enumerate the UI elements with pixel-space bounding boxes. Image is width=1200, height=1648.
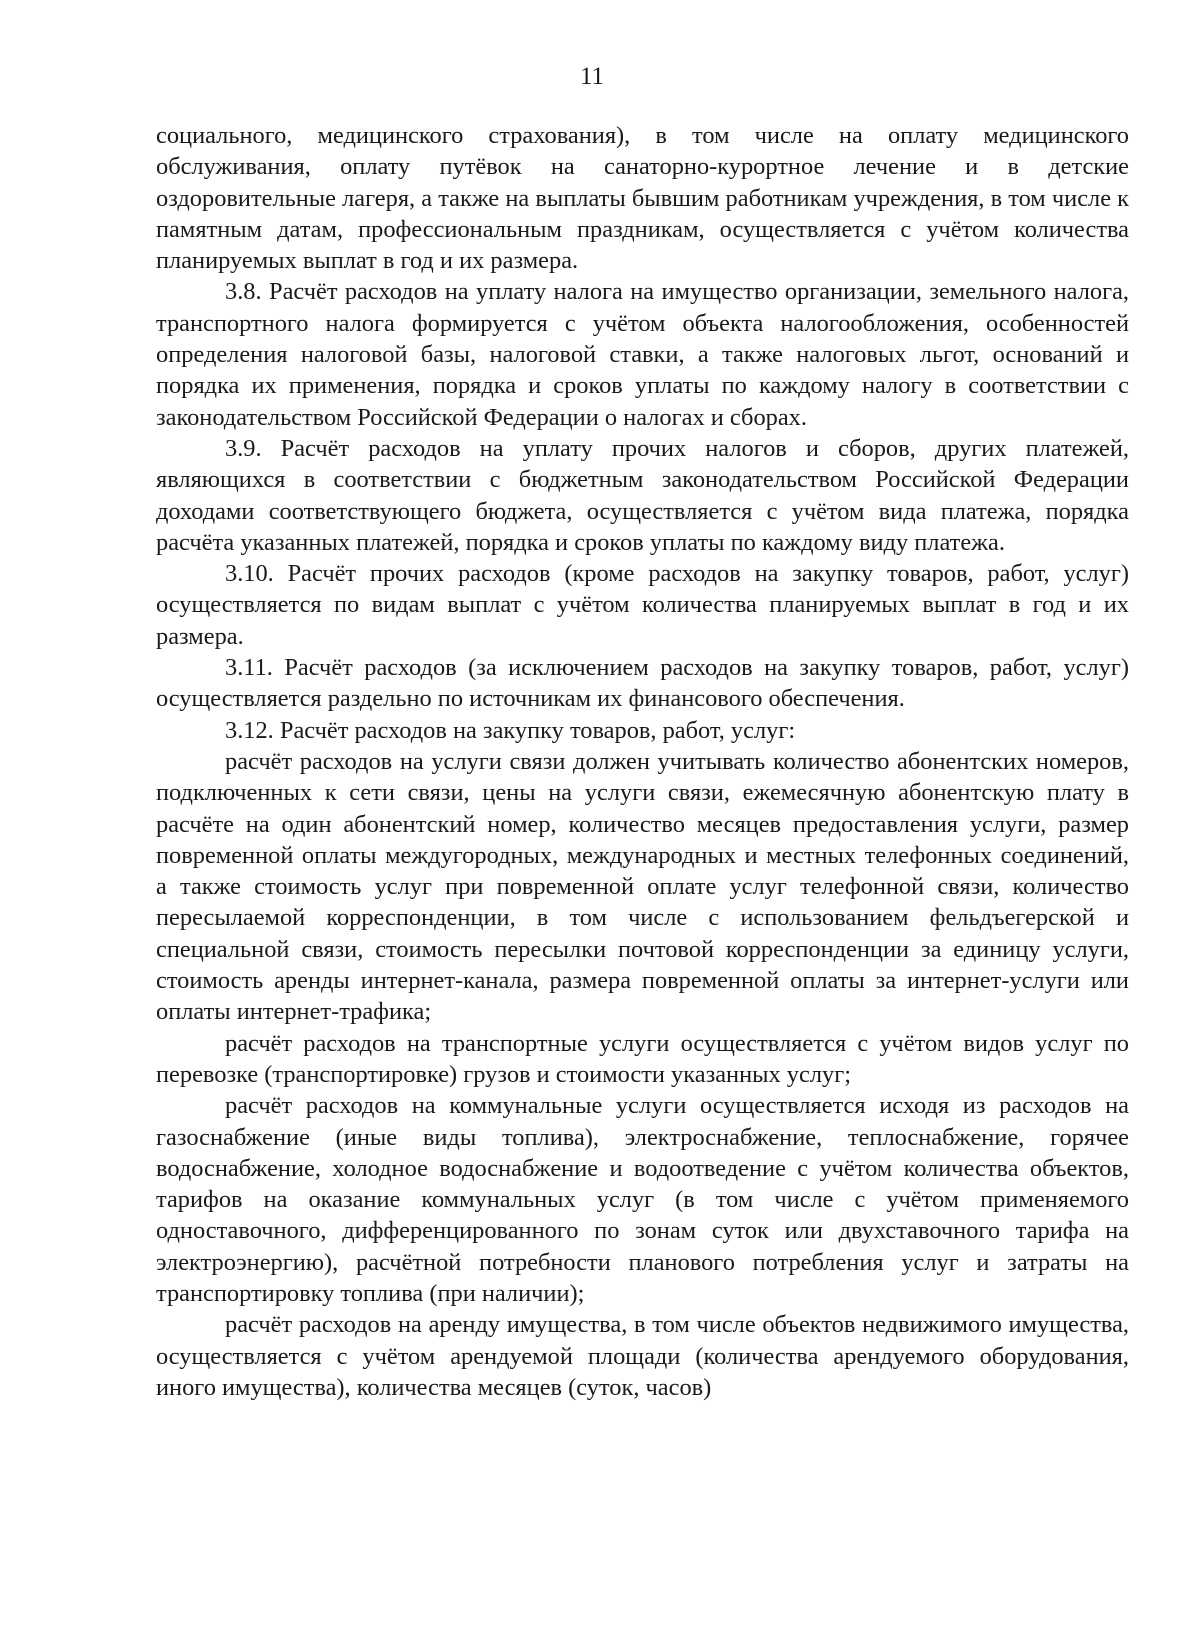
paragraph-transport-services: расчёт расходов на транспортные услуги осуществляется с учётом видов услуг по перевозке (транспортировке) грузов и стоимости указанных услуг;: [156, 1029, 1129, 1088]
paragraph-3-8: 3.8. Расчёт расходов на уплату налога на имущество организации, земельного налога, транспортного налога формируется с учётом объекта налогообложения, особенностей определения налоговой базы, налоговой ставки, а также налоговых льгот, оснований и порядка их применения, порядка и сроков уплаты по каждому налогу в соответствии с законодательством Российской Федерации о налогах и сборах.: [156, 278, 1129, 431]
page-number: 11: [579, 63, 605, 90]
paragraph-continuation: социального, медицинского страхования), в том числе на оплату медицинского обслуживания, оплату путёвок на санаторно-курортное лечение и в детские оздоровительные лагеря, а также на выплаты бывшим работникам учреждения, в том числе к памятным датам, профессиональным праздникам, осуществляется с учётом количества планируемых выплат в год и их размера.: [156, 122, 1129, 275]
paragraph-utility-services: расчёт расходов на коммунальные услуги осуществляется исходя из расходов на газоснабжение (иные виды топлива), электроснабжение, теплоснабжение, горячее водоснабжение, холодное водоснабжение и водоотведение с учётом количества объектов, тарифов на оказание коммунальных услуг (в том числе с учётом применяемого одноставочного, дифференцированного по зонам суток или двухставочного тарифа на электроэнергию), расчётной потребности планового потребления услуг и затраты на транспортировку топлива (при наличии);: [156, 1092, 1129, 1307]
paragraph-property-rental: расчёт расходов на аренду имущества, в том числе объектов недвижимого имущества, осуществляется с учётом арендуемой площади (количества арендуемого оборудования, иного имущества), количества месяцев (суток, часов): [156, 1311, 1129, 1401]
document-body: [156, 120, 1129, 1403]
paragraph-3-11: 3.11. Расчёт расходов (за исключением расходов на закупку товаров, работ, услуг) осуществляется раздельно по источникам их финансового обеспечения.: [156, 654, 1129, 713]
paragraph-communication-services: расчёт расходов на услуги связи должен учитывать количество абонентских номеров, подключенных к сети связи, цены на услуги связи, ежемесячную абонентскую плату в расчёте на один абонентский номер, количество месяцев предоставления услуги, размер повременной оплаты междугородных, международных и местных телефонных соединений, а также стоимость услуг при повременной оплате услуг телефонной связи, количество пересылаемой корреспонденции, в том числе с использованием фельдъегерской и специальной связи, стоимость пересылки почтовой корреспонденции за единицу услуги, стоимость аренды интернет-канала, размера повременной оплаты за интернет-услуги или оплаты интернет-трафика;: [156, 747, 1129, 1026]
paragraph-3-10: 3.10. Расчёт прочих расходов (кроме расходов на закупку товаров, работ, услуг) осуществляется по видам выплат с учётом количества планируемых выплат в год и их размера.: [156, 560, 1129, 650]
paragraph-3-9: 3.9. Расчёт расходов на уплату прочих налогов и сборов, других платежей, являющихся в соответствии с бюджетным законодательством Российской Федерации доходами соответствующего бюджета, осуществляется с учётом вида платежа, порядка расчёта указанных платежей, порядка и сроков уплаты по каждому виду платежа.: [156, 434, 1129, 556]
paragraph-3-12: 3.12. Расчёт расходов на закупку товаров, работ, услуг:: [225, 716, 796, 744]
